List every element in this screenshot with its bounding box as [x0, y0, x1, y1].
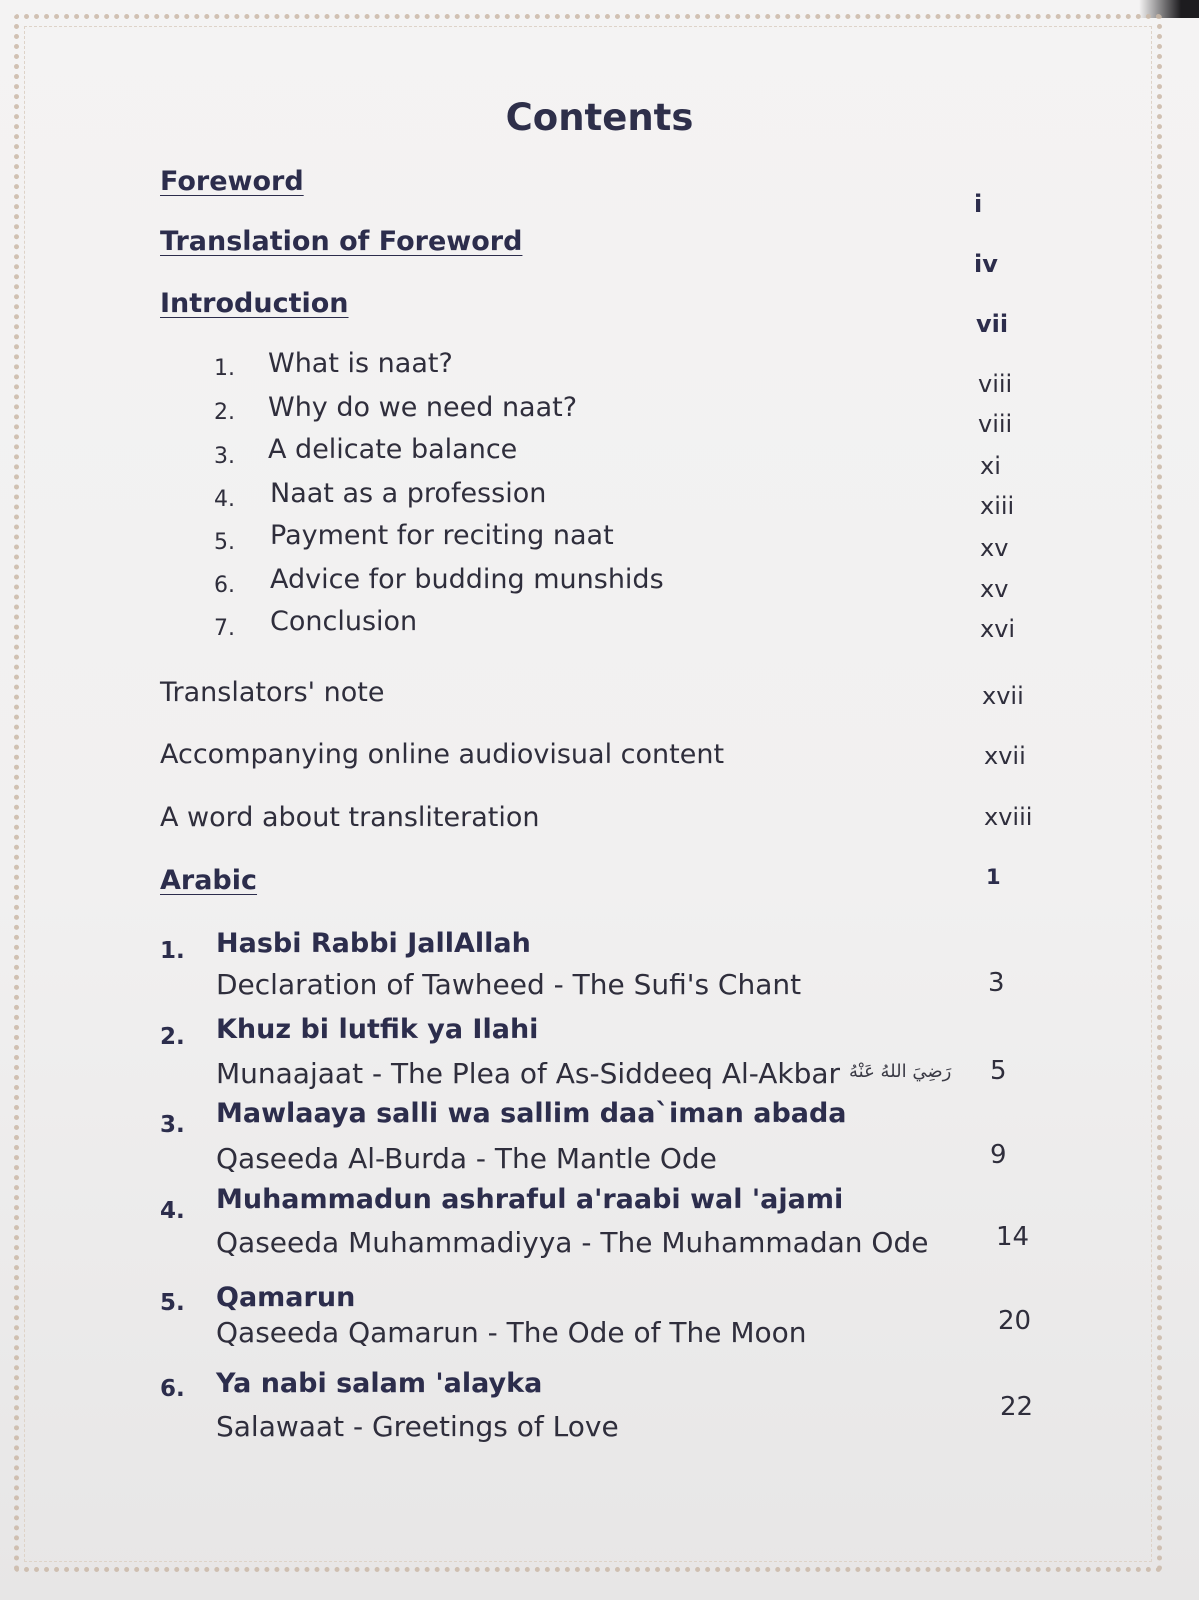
arabic-item-page: 20: [998, 1306, 1032, 1336]
toc-translators-note-page: xvii: [982, 682, 1024, 710]
intro-item-number: 2.: [214, 400, 235, 425]
intro-item-delicate-balance[interactable]: A delicate balance: [268, 434, 518, 465]
intro-item-number: 5.: [214, 530, 235, 555]
arabic-item-number: 3.: [160, 1112, 185, 1138]
arabic-item-number: 4.: [160, 1198, 185, 1224]
intro-item-page: xv: [980, 575, 1009, 603]
arabic-item-title[interactable]: Khuz bi lutfik ya Ilahi: [216, 1014, 539, 1045]
toc-translation-of-foreword-page: iv: [974, 250, 998, 278]
honorific-glyph: رَضِيَ اللهُ عَنْهُ: [848, 1061, 952, 1082]
toc-arabic-page: 1: [986, 865, 1001, 889]
arabic-item-subtitle: Qaseeda Qamarun - The Ode of The Moon: [216, 1316, 807, 1349]
intro-item-what-is-naat[interactable]: What is naat?: [268, 348, 453, 379]
intro-item-advice[interactable]: Advice for budding munshids: [270, 564, 664, 595]
page-title: Contents: [505, 96, 694, 139]
arabic-item-subtitle: Qaseeda Al-Burda - The Mantle Ode: [216, 1142, 717, 1175]
arabic-item-number: 1.: [160, 938, 185, 964]
toc-audiovisual-content[interactable]: Accompanying online audiovisual content: [160, 739, 725, 770]
toc-foreword[interactable]: Foreword: [160, 166, 304, 197]
arabic-item-title[interactable]: Qamarun: [216, 1282, 356, 1313]
arabic-item-subtitle-with-honorific: [216, 1057, 951, 1090]
toc-audiovisual-content-page: xvii: [984, 742, 1026, 770]
intro-item-page: xi: [980, 452, 1001, 480]
intro-item-number: 3.: [214, 444, 235, 469]
intro-item-conclusion[interactable]: Conclusion: [270, 606, 418, 637]
intro-item-page: xvi: [980, 615, 1016, 643]
intro-item-page: xiii: [980, 492, 1015, 520]
toc-arabic[interactable]: Arabic: [160, 865, 258, 896]
toc-transliteration-page: xviii: [984, 803, 1033, 831]
intro-item-number: 6.: [214, 573, 235, 598]
intro-item-number: 7.: [214, 616, 235, 641]
intro-item-page: viii: [978, 370, 1013, 398]
toc-transliteration[interactable]: A word about transliteration: [160, 802, 540, 833]
arabic-item-title[interactable]: Hasbi Rabbi JallAllah: [216, 928, 531, 959]
intro-item-why-naat[interactable]: Why do we need naat?: [268, 392, 578, 423]
toc-translation-of-foreword[interactable]: Translation of Foreword: [160, 226, 523, 257]
toc-foreword-page: i: [974, 190, 983, 218]
arabic-item-title[interactable]: Mawlaaya salli wa sallim daa`iman abada: [216, 1098, 847, 1129]
intro-item-number: 1.: [214, 356, 235, 381]
intro-item-page: viii: [978, 410, 1013, 438]
arabic-item-subtitle: Qaseeda Muhammadiyya - The Muhammadan Ode: [216, 1226, 929, 1259]
intro-item-payment[interactable]: Payment for reciting naat: [270, 520, 614, 551]
arabic-item-number: 6.: [160, 1376, 185, 1402]
toc-introduction[interactable]: Introduction: [160, 288, 349, 319]
arabic-item-page: 14: [996, 1222, 1030, 1252]
intro-item-number: 4.: [214, 487, 235, 512]
arabic-item-page: 22: [1000, 1392, 1034, 1422]
arabic-item-page: 9: [990, 1140, 1007, 1170]
arabic-item-title[interactable]: Muhammadun ashraful a'raabi wal 'ajami: [216, 1184, 844, 1215]
arabic-item-number: 2.: [160, 1024, 185, 1050]
arabic-item-subtitle: Munaajaat - The Plea of As-Siddeeq Al-Akbar: [216, 1057, 841, 1090]
arabic-item-title[interactable]: Ya nabi salam 'alayka: [216, 1368, 543, 1399]
intro-item-naat-profession[interactable]: Naat as a profession: [270, 478, 547, 509]
arabic-item-subtitle: Declaration of Tawheed - The Sufi's Chant: [216, 968, 802, 1001]
intro-item-page: xv: [980, 534, 1009, 562]
arabic-item-number: 5.: [160, 1290, 185, 1316]
arabic-item-subtitle: Salawaat - Greetings of Love: [216, 1410, 619, 1443]
arabic-item-page: 5: [990, 1056, 1007, 1086]
arabic-item-page: 3: [988, 968, 1005, 998]
toc-introduction-page: vii: [976, 310, 1009, 338]
toc-translators-note[interactable]: Translators' note: [160, 677, 385, 708]
